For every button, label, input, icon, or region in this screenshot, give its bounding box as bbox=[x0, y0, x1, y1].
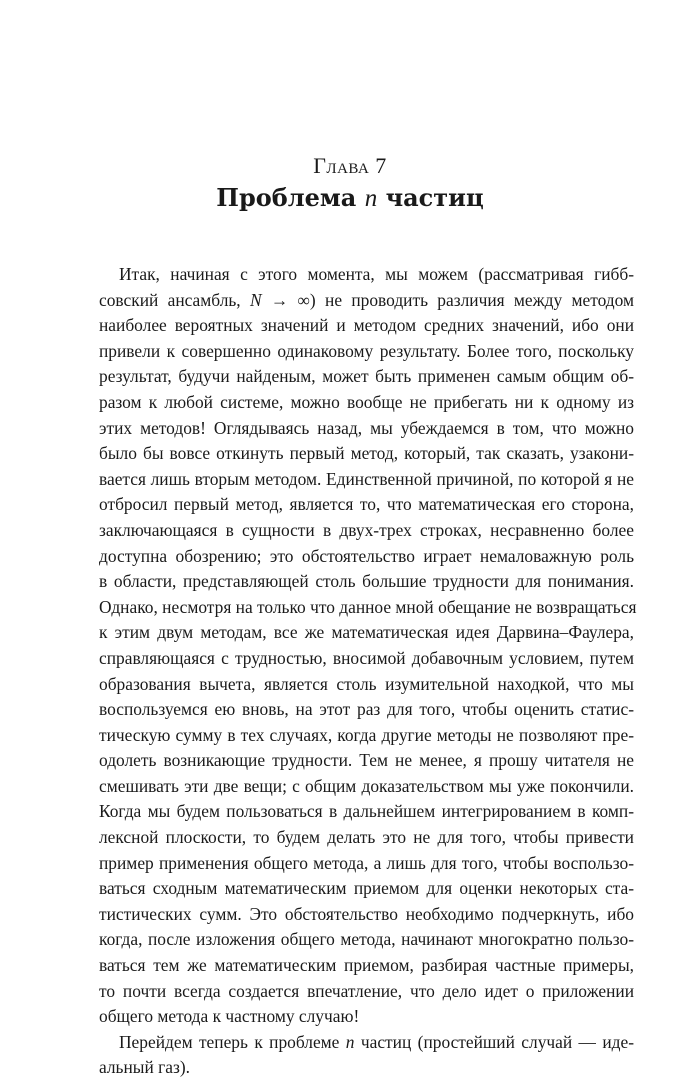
text-line: привели к совершенно одинаковому результату. Более того, поскольку bbox=[99, 340, 634, 361]
text-line: ваться тем же математическим приемом, разбирая частные примеры, bbox=[99, 955, 634, 976]
text-line: Перейдем теперь к проблеме n частиц (простейший случай — иде- bbox=[119, 1031, 635, 1052]
body-text bbox=[99, 262, 637, 1081]
text-line: Когда мы будем пользоваться в дальнейшем интегрированием в комп- bbox=[99, 801, 634, 822]
text-line: разом к любой системе, можно вообще не прибегать ни к одному из bbox=[99, 391, 634, 412]
paragraph-1 bbox=[99, 262, 637, 1030]
text-line: смешивать эти две вещи; с общим доказательством мы уже покончили. bbox=[99, 775, 634, 796]
text-line: наиболее вероятных значений и методом средних значений, ибо они bbox=[99, 315, 634, 336]
text-line: в области, представляющей столь большие трудности для понимания. bbox=[99, 571, 634, 592]
text-line: тистических сумм. Это обстоятельство необходимо подчеркнуть, ибо bbox=[99, 903, 634, 924]
text-line: результат, будучи найденым, может быть применен самым общим об- bbox=[99, 366, 634, 387]
text-line: Итак, начиная с этого момента, мы можем (рассматривая гибб- bbox=[119, 264, 634, 284]
text-line: образования вычета, является столь изумительной находкой, что мы bbox=[99, 673, 634, 694]
text-line: тическую сумму в тех случаях, когда другие методы не позволяют пре- bbox=[99, 724, 634, 745]
text-line: было бы вовсе откинуть первый метод, который, так сказать, узакони- bbox=[99, 443, 634, 464]
text-line: доступна обозрению; это обстоятельство играет немаловажную роль bbox=[99, 545, 634, 566]
chapter-number-text: Глава 7 bbox=[313, 153, 387, 178]
chapter-title-math: n bbox=[364, 185, 378, 212]
text-line: совский ансамбль, N → ∞) не проводить различия между методом bbox=[99, 289, 634, 310]
text-line: заключающаяся в сущности в двух-трех строках, несравненно более bbox=[99, 519, 634, 540]
text-line: одолеть возникающие трудности. Тем не менее, я прошу читателя не bbox=[99, 750, 634, 771]
chapter-number bbox=[0, 153, 700, 179]
text-line: вается лишь вторым методом. Единственной причиной, по которой я не bbox=[99, 468, 634, 489]
text-line: справляющаяся с трудностью, вносимой добавочным условием, путем bbox=[99, 647, 634, 668]
text-line: то почти всегда создается впечатление, что дело идет о приложении bbox=[99, 980, 634, 1001]
text-line: общего метода к частному случаю! bbox=[99, 1006, 360, 1027]
paragraph-2 bbox=[99, 1030, 634, 1081]
text-line: Однако, несмотря на только что данное мной обещание не возвращаться bbox=[99, 596, 637, 617]
text-line: к этим двум методам, все же математическая идея Дарвина–Фаулера, bbox=[99, 622, 634, 643]
text-line: когда, после изложения общего метода, начинают многократно пользо- bbox=[99, 929, 634, 950]
chapter-title-suffix: частиц bbox=[385, 183, 484, 212]
text-line: пример применения общего метода, а лишь для того, чтобы воспользо- bbox=[99, 852, 634, 873]
chapter-title-prefix: Проблема bbox=[216, 183, 357, 212]
text-line: альный газ). bbox=[99, 1057, 190, 1078]
text-line: этих методов! Оглядываясь назад, мы убеждаемся в том, что можно bbox=[99, 417, 634, 438]
text-line: отбросил первый метод, является то, что математическая его сторона, bbox=[99, 494, 634, 515]
chapter-title bbox=[0, 183, 700, 213]
text-line: воспользуемся ею вновь, на этот раз для того, чтобы оценить статис- bbox=[99, 699, 634, 720]
text-line: ваться сходным математическим приемом для оценки некоторых ста- bbox=[99, 878, 634, 899]
text-line: лексной плоскости, то будем делать это не для того, чтобы привести bbox=[99, 827, 634, 848]
